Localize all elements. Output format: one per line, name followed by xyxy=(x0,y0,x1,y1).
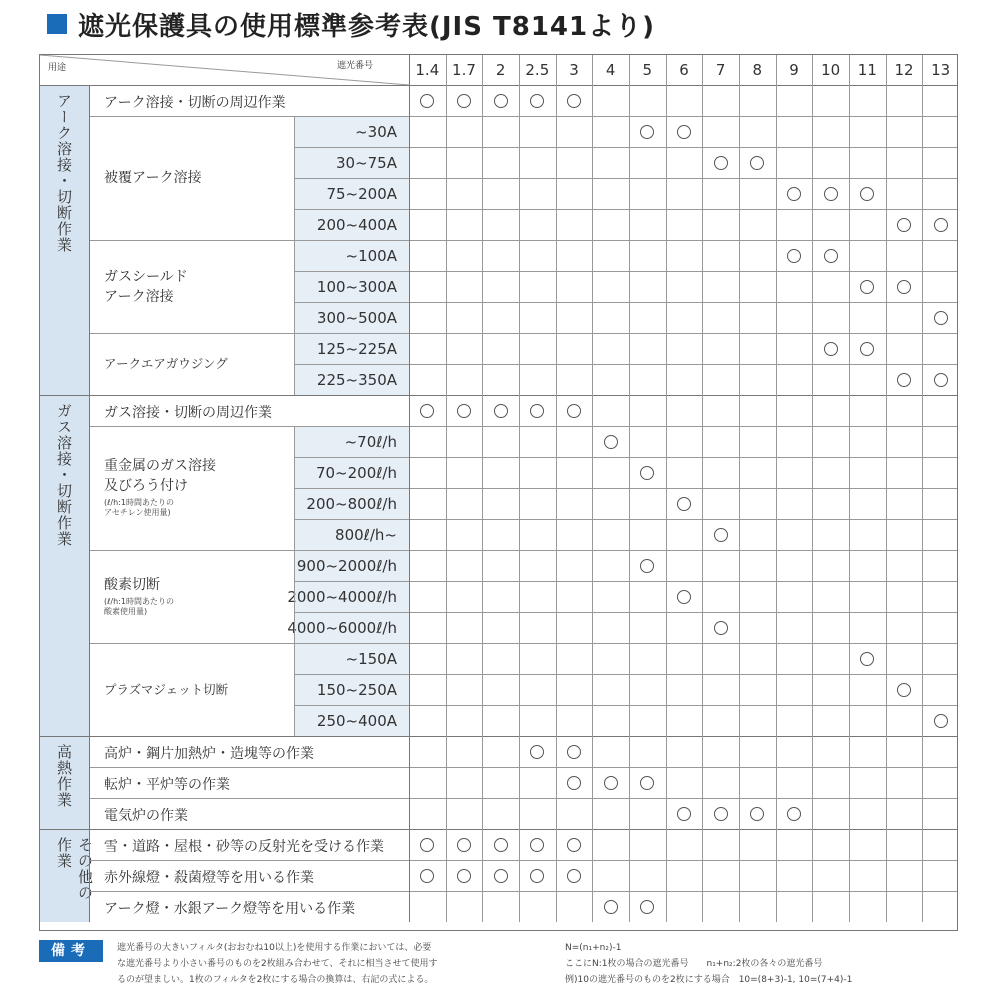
applicable-mark xyxy=(457,869,471,883)
applicable-mark xyxy=(420,838,434,852)
grid-line xyxy=(294,643,295,736)
applicable-mark xyxy=(860,652,874,666)
work-label: ガス溶接・切断の周辺作業 xyxy=(104,405,272,421)
formula-line: N=(n₁+n₂)-1 xyxy=(565,943,622,953)
grid-line xyxy=(294,364,958,365)
range-label: 300~500A xyxy=(316,309,397,327)
grid-line xyxy=(666,55,667,922)
range-label: 30~75A xyxy=(335,154,397,172)
note-line: な遮光番号より小さい番号のものを2枚組み合わせて、それに相当させて使用す xyxy=(117,959,438,969)
applicable-mark xyxy=(457,94,471,108)
grid-line xyxy=(294,147,958,148)
shade-number: 1.7 xyxy=(452,61,476,79)
applicable-mark xyxy=(604,900,618,914)
range-label: ~150A xyxy=(345,650,397,668)
shade-number: 2.5 xyxy=(525,61,550,79)
grid-line xyxy=(40,395,958,396)
range-label: 200~400A xyxy=(316,216,397,234)
range-label: 800ℓ/h~ xyxy=(335,526,397,544)
grid-line xyxy=(89,426,958,427)
subgroup-note: (ℓ/h:1時間あたりの 酸素使用量) xyxy=(104,596,174,616)
grid-line xyxy=(294,271,958,272)
shade-number: 13 xyxy=(931,61,951,79)
header-diagonal xyxy=(40,55,409,85)
shade-number: 8 xyxy=(752,61,763,79)
grid-line xyxy=(556,55,557,922)
applicable-mark xyxy=(897,280,911,294)
applicable-mark xyxy=(567,94,581,108)
grid-line xyxy=(89,240,958,241)
subgroup-label: 酸素切断 xyxy=(104,576,160,593)
grid-line xyxy=(849,55,850,922)
group-label: アーク溶接・切断作業 xyxy=(55,93,73,253)
applicable-mark xyxy=(787,249,801,263)
applicable-mark xyxy=(897,683,911,697)
note-line: るのが望ましい。1枚のフィルタを2枚にする場合の換算は、右記の式による。 xyxy=(117,975,434,985)
applicable-mark xyxy=(750,156,764,170)
grid-line xyxy=(89,550,958,551)
applicable-mark xyxy=(934,714,948,728)
subgroup-label: アークエアガウジング xyxy=(104,356,228,371)
shade-number: 9 xyxy=(789,61,799,79)
use-header: 用途 xyxy=(48,63,67,73)
range-label: 4000~6000ℓ/h xyxy=(287,619,397,637)
grid-line xyxy=(446,55,447,922)
grid-line xyxy=(89,798,958,799)
note-line: 遮光番号の大きいフィルタ(おおむね10以上)を使用する作業においては、必要 xyxy=(117,943,432,953)
subgroup-note: (ℓ/h:1時間あたりの アセチレン使用量) xyxy=(104,498,174,517)
work-label: 高炉・鋼片加熱炉・造塊等の作業 xyxy=(104,746,314,762)
subgroup-label: 被覆アーク溶接 xyxy=(104,170,202,186)
applicable-mark xyxy=(457,404,471,418)
shade-number: 12 xyxy=(894,61,914,79)
range-label: 150~250A xyxy=(316,681,397,699)
applicable-mark xyxy=(494,404,508,418)
applicable-mark xyxy=(457,838,471,852)
applicable-mark xyxy=(530,404,544,418)
range-label: 200~800ℓ/h xyxy=(306,495,397,513)
applicable-mark xyxy=(897,218,911,232)
grid-line xyxy=(482,55,483,922)
applicable-mark xyxy=(567,838,581,852)
applicable-mark xyxy=(530,838,544,852)
applicable-mark xyxy=(640,900,654,914)
grid-line xyxy=(702,55,703,922)
applicable-mark xyxy=(494,869,508,883)
grid-line xyxy=(89,891,958,892)
range-label: 75~200A xyxy=(326,185,397,203)
work-label: アーク溶接・切断の周辺作業 xyxy=(104,95,286,111)
grid-line xyxy=(519,55,520,922)
grid-line xyxy=(294,240,295,333)
work-label: 赤外線燈・殺菌燈等を用いる作業 xyxy=(104,870,314,886)
grid-line xyxy=(294,550,295,643)
applicable-mark xyxy=(860,280,874,294)
group-label: 高熱作業 xyxy=(55,744,73,808)
grid-line xyxy=(89,643,958,644)
subgroup-label: ガスシールド アーク溶接 xyxy=(104,268,188,305)
grid-line xyxy=(294,302,958,303)
applicable-mark xyxy=(530,745,544,759)
applicable-mark xyxy=(420,869,434,883)
grid-line xyxy=(89,116,958,117)
applicable-mark xyxy=(934,373,948,387)
grid-line xyxy=(739,55,740,922)
formula-line: ここにN:1枚の場合の遮光番号 n₁+n₂:2枚の各々の遮光番号 xyxy=(565,959,823,969)
shade-number: 4 xyxy=(605,61,616,79)
applicable-mark xyxy=(787,187,801,201)
shade-number: 2 xyxy=(495,61,506,79)
range-label: 225~350A xyxy=(316,371,397,389)
grid-line xyxy=(922,55,923,922)
applicable-mark xyxy=(934,311,948,325)
range-label: 100~300A xyxy=(316,278,397,296)
applicable-mark xyxy=(494,94,508,108)
applicable-mark xyxy=(640,776,654,790)
shade-number: 3 xyxy=(569,61,579,79)
shade-number: 10 xyxy=(821,61,841,79)
grid-line xyxy=(40,829,958,830)
grid-line xyxy=(89,85,90,922)
grid-line xyxy=(294,581,958,582)
grid-line xyxy=(294,705,958,706)
range-label: 2000~4000ℓ/h xyxy=(287,588,397,606)
subgroup-label: 重金属のガス溶接 及びろう付け xyxy=(104,458,216,494)
grid-line xyxy=(592,55,593,922)
grid-line xyxy=(294,209,958,210)
work-label: アーク燈・水銀アーク燈等を用いる作業 xyxy=(104,901,356,917)
applicable-mark xyxy=(934,218,948,232)
applicable-mark xyxy=(897,373,911,387)
applicable-mark xyxy=(640,466,654,480)
grid-line xyxy=(886,55,887,922)
formula-line: 例)10の遮光番号のものを2枚にする場合 10=(8+3)-1, 10=(7+4)-1 xyxy=(565,975,853,985)
grid-line xyxy=(812,55,813,922)
range-label: 125~225A xyxy=(316,340,397,358)
applicable-mark xyxy=(824,249,838,263)
page-title: 遮光保護具の使用標準参考表(JIS T8141より) xyxy=(78,12,655,42)
applicable-mark xyxy=(604,435,618,449)
grid-line xyxy=(294,519,958,520)
grid-line xyxy=(294,612,958,613)
applicable-mark xyxy=(750,807,764,821)
applicable-mark xyxy=(714,621,728,635)
applicable-mark xyxy=(677,497,691,511)
group-label: ガス溶接・切断作業 xyxy=(55,403,73,547)
grid-line xyxy=(294,116,295,240)
applicable-mark xyxy=(714,528,728,542)
grid-line xyxy=(294,178,958,179)
applicable-mark xyxy=(824,187,838,201)
range-label: 250~400A xyxy=(316,712,397,730)
grid-line xyxy=(629,55,630,922)
range-label: 70~200ℓ/h xyxy=(315,464,397,482)
title-marker xyxy=(47,14,67,34)
applicable-mark xyxy=(567,745,581,759)
applicable-mark xyxy=(860,187,874,201)
applicable-mark xyxy=(567,776,581,790)
applicable-mark xyxy=(567,404,581,418)
grid-line xyxy=(294,457,958,458)
shade-number: 5 xyxy=(642,61,653,79)
work-label: 転炉・平炉等の作業 xyxy=(104,777,230,793)
grid-line xyxy=(40,85,958,86)
applicable-mark xyxy=(640,125,654,139)
applicable-mark xyxy=(714,156,728,170)
applicable-mark xyxy=(824,342,838,356)
applicable-mark xyxy=(604,776,618,790)
range-label: ~70ℓ/h xyxy=(344,433,397,451)
shade-number: 11 xyxy=(857,61,877,79)
range-label: ~100A xyxy=(345,247,397,265)
grid-line xyxy=(294,488,958,489)
notes-heading: 備考 xyxy=(39,940,103,962)
grid-line xyxy=(40,736,958,737)
grid-line xyxy=(294,333,295,395)
grid-line xyxy=(89,860,958,861)
applicable-mark xyxy=(640,559,654,573)
applicable-mark xyxy=(530,869,544,883)
grid-line xyxy=(776,55,777,922)
applicable-mark xyxy=(787,807,801,821)
shade-number: 6 xyxy=(679,61,689,79)
applicable-mark xyxy=(530,94,544,108)
grid-line xyxy=(294,426,295,550)
applicable-mark xyxy=(714,807,728,821)
applicable-mark xyxy=(677,807,691,821)
grid-line xyxy=(89,333,958,334)
grid-line xyxy=(409,55,410,922)
applicable-mark xyxy=(677,590,691,604)
range-label: ~30A xyxy=(355,123,397,141)
grid-line xyxy=(294,674,958,675)
work-label: 雪・道路・屋根・砂等の反射光を受ける作業 xyxy=(104,839,384,855)
subgroup-label: プラズマジェット切断 xyxy=(104,681,229,697)
group-label: その他の作業 xyxy=(55,837,94,901)
applicable-mark xyxy=(567,869,581,883)
applicable-mark xyxy=(420,404,434,418)
shade-header: 遮光番号 xyxy=(337,61,374,71)
grid-line xyxy=(89,767,958,768)
shade-number: 1.4 xyxy=(415,61,440,79)
applicable-mark xyxy=(420,94,434,108)
applicable-mark xyxy=(677,125,691,139)
shade-table xyxy=(39,54,958,931)
work-label: 電気炉の作業 xyxy=(104,808,188,824)
applicable-mark xyxy=(860,342,874,356)
shade-number: 7 xyxy=(715,61,726,79)
range-label: 900~2000ℓ/h xyxy=(296,557,397,575)
applicable-mark xyxy=(494,838,508,852)
